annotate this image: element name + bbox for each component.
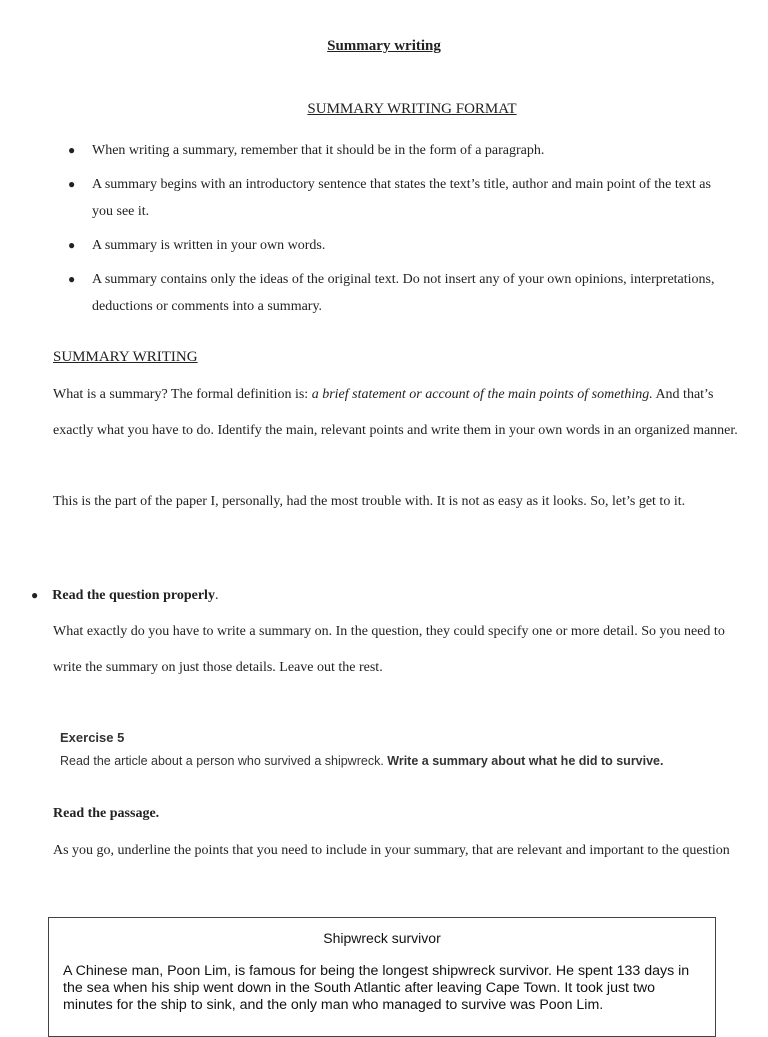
definition-tail: And that’s exactly what you have to do. Identify the main, relevant points and write them in your own words in an organized manner. [53,387,738,438]
read-question-bullet [31,588,218,604]
bullet-icon: ● [68,238,76,252]
format-bullet-text: A summary contains only the ideas of the original text. Do not insert any of your own opinions, interpretations, deductions or comments into a summary. [92,272,715,314]
bullet-icon: ● [68,272,76,286]
exercise-text-plain: Read the article about a person who survived a shipwreck. [60,754,388,768]
format-bullet-item [68,137,728,164]
format-heading: SUMMARY WRITING FORMAT [307,101,517,117]
bullet-icon: ● [31,588,39,602]
document-title: Summary writing [327,38,441,54]
read-question-paragraph: What exactly do you have to write a summary on. In the question, they could specify one or more detail. So you need to write the summary on just those details. Leave out the rest. [53,624,725,675]
passage-box-text: A Chinese man, Poon Lim, is famous for being the longest shipwreck survivor. He spent 133 days in the sea when his ship went down in the South Atlantic after leaving Cape Town. It took just two minutes for the ship to sink, and the only man who managed to survive was Poon Lim. [63,963,690,1013]
exercise-text [60,755,740,768]
definition-paragraph [53,377,743,449]
read-question-bold: Read the question properly [52,588,215,603]
read-question-tail: . [214,588,219,603]
format-bullet-item [68,232,728,259]
exercise-text-bold: Write a summary about what he did to survive. [387,754,664,768]
exercise-block [60,730,740,768]
bullet-icon: ● [68,143,76,157]
format-bullet-item [68,171,728,225]
passage-box [48,917,716,1037]
exercise-title: Exercise 5 [60,730,125,745]
passage-instruction: As you go, underline the points that you need to include in your summary, that are relevant and important to the question [53,843,730,858]
format-bullet-item [68,266,728,320]
definition-italic: a brief statement or account of the main points of something. [311,387,653,402]
passage-heading: Read the passage. [53,806,160,821]
personal-note-paragraph: This is the part of the paper I, personally, had the most trouble with. It is not as easy as it looks. So, let’s get to it. [53,494,686,509]
passage-box-title: Shipwreck survivor [323,930,441,946]
format-bullet-text: When writing a summary, remember that it should be in the form of a paragraph. [92,143,545,158]
section-heading: SUMMARY WRITING [53,349,198,365]
format-bullet-list [68,137,728,327]
format-bullet-text: A summary is written in your own words. [92,238,326,253]
format-bullet-text: A summary begins with an introductory sentence that states the text’s title, author and main point of the text as you see it. [92,177,711,219]
bullet-icon: ● [68,177,76,191]
definition-lead: What is a summary? The formal definition is: [53,387,312,402]
